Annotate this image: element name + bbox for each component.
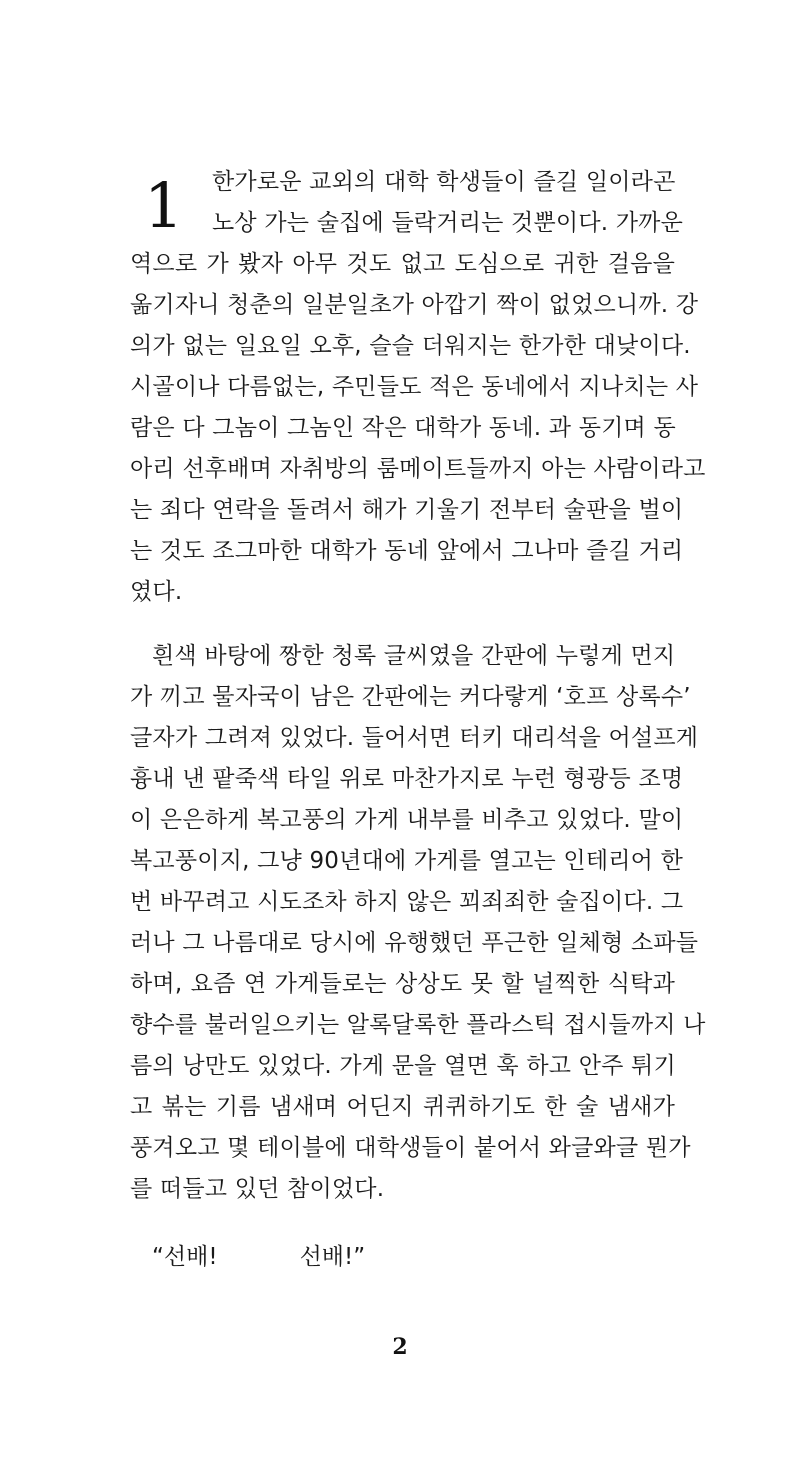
text-line: 노상 가는 술집에 들락거리는 것뿐이다. 가까운	[212, 210, 684, 236]
text-line: 하며, 요즘 연 가게들로는 상상도 못 할 널찍한 식탁과	[130, 971, 675, 997]
text-line: 흉내 낸 팥죽색 타일 위로 마찬가지로 누런 형광등 조명	[130, 766, 684, 792]
text-line: 가 끼고 물자국이 남은 간판에는 커다랗게 ‘호프 상록수’	[130, 684, 691, 710]
text-line: 를 떠들고 있던 참이었다.	[130, 1176, 385, 1202]
page-number: 2	[392, 1334, 408, 1360]
text-line: 러나 그 나름대로 당시에 유행했던 푸근한 일체형 소파들	[130, 930, 699, 956]
text-line: 역으로 가 봤자 아무 것도 없고 도심으로 귀한 걸음을	[130, 251, 675, 277]
dialogue-quote: “선배!	[152, 1244, 218, 1270]
text-line: 옮기자니 청춘의 일분일초가 아깝기 짝이 없었으니까. 강	[130, 292, 699, 318]
text-line: 시골이나 다름없는, 주민들도 적은 동네에서 지나치는 사	[130, 374, 699, 400]
text-line: 람은 다 그놈이 그놈인 작은 대학가 동네. 과 동기며 동	[130, 415, 676, 441]
text-line: 의가 없는 일요일 오후, 슬슬 더워지는 한가한 대낮이다.	[130, 333, 691, 359]
text-line: 한가로운 교외의 대학 학생들이 즐길 일이라곤	[212, 169, 676, 195]
text-line: 풍겨오고 몇 테이블에 대학생들이 붙어서 와글와글 뭔가	[130, 1135, 691, 1161]
text-line: 향수를 불러일으키는 알록달록한 플라스틱 접시들까지 나	[130, 1012, 706, 1038]
text-line: 는 죄다 연락을 돌려서 해가 기울기 전부터 술판을 벌이	[130, 497, 684, 523]
dialogue-quote: 선배!”	[299, 1244, 366, 1270]
text-line: 글자가 그려져 있었다. 들어서면 터키 대리석을 어설프게	[130, 725, 699, 751]
body-text	[130, 162, 706, 1210]
text-line: 이 은은하게 복고풍의 가게 내부를 비추고 있었다. 말이	[130, 807, 684, 833]
dialogue-line	[152, 1237, 365, 1278]
chapter-number: 1	[144, 169, 184, 242]
text-line: 복고풍이지, 그냥 90년대에 가게를 열고는 인테리어 한	[130, 848, 684, 874]
text-line: 아리 선후배며 자취방의 룸메이트들까지 아는 사람이라고	[130, 456, 706, 482]
text-line: 였다.	[130, 579, 183, 605]
paragraph-gap	[130, 613, 675, 636]
text-line: 번 바꾸려고 시도조차 하지 않은 꾀죄죄한 술집이다. 그	[130, 889, 684, 915]
text-line: 흰색 바탕에 짱한 청록 글씨였을 간판에 누렇게 먼지	[152, 643, 676, 669]
text-line: 는 것도 조그마한 대학가 동네 앞에서 그나마 즐길 거리	[130, 538, 684, 564]
text-line: 름의 낭만도 있었다. 가게 문을 열면 훅 하고 안주 튀기	[130, 1053, 676, 1079]
text-line: 고 볶는 기름 냄새며 어딘지 퀴퀴하기도 한 술 냄새가	[130, 1094, 675, 1120]
